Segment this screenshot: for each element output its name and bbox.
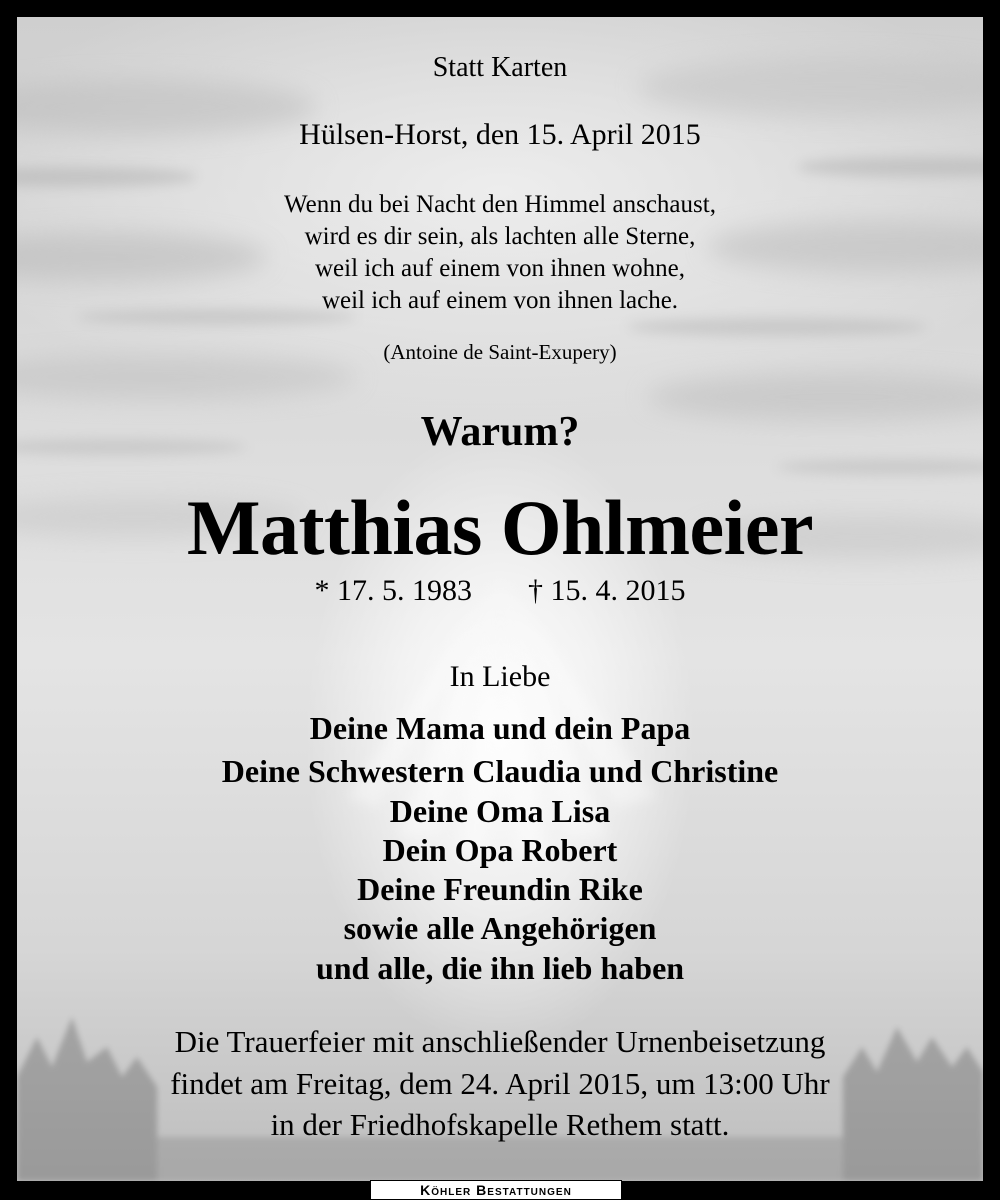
service-info-line: Die Trauerfeier mit anschließender Urnenbeisetzung: [174, 1024, 826, 1059]
mourner-line: und alle, die ihn lieb haben: [315, 950, 685, 986]
service-info-line: in der Friedhofskapelle Rethem statt.: [270, 1107, 730, 1142]
mourner-line: Deine Mama und dein Papa: [309, 710, 691, 746]
poem-author: (Antoine de Saint-Exupery): [383, 340, 617, 364]
death-date: † 15. 4. 2015: [528, 574, 686, 607]
life-dates: [17, 574, 983, 608]
birth-date: * 17. 5. 1983: [314, 574, 472, 607]
poem-line: weil ich auf einem von ihnen wohne,: [314, 255, 686, 282]
mourner-line: Deine Oma Lisa: [389, 793, 611, 829]
mourner-line: Dein Opa Robert: [382, 832, 618, 868]
place-and-date: Hülsen-Horst, den 15. April 2015: [299, 118, 701, 151]
mourner-line: sowie alle Angehörigen: [343, 910, 657, 946]
service-info-line: findet am Freitag, dem 24. April 2015, um 13:00 Uhr: [170, 1066, 830, 1101]
undertaker-label: Köhler Bestattungen: [370, 1180, 622, 1200]
sky-background: [17, 17, 983, 1181]
poem-line: weil ich auf einem von ihnen lache.: [321, 287, 679, 314]
poem-line: Wenn du bei Nacht den Himmel anschaust,: [284, 191, 716, 218]
poem-line: wird es dir sein, als lachten alle Sterne,: [304, 223, 696, 250]
in-love-label: In Liebe: [449, 660, 551, 693]
deceased-name: Matthias Ohlmeier: [186, 484, 814, 571]
mourner-line: Deine Freundin Rike: [357, 871, 643, 907]
header-statt-karten: Statt Karten: [432, 52, 568, 83]
mourner-line: Deine Schwestern Claudia und Christine: [221, 753, 779, 789]
question-heading: Warum?: [420, 409, 580, 455]
